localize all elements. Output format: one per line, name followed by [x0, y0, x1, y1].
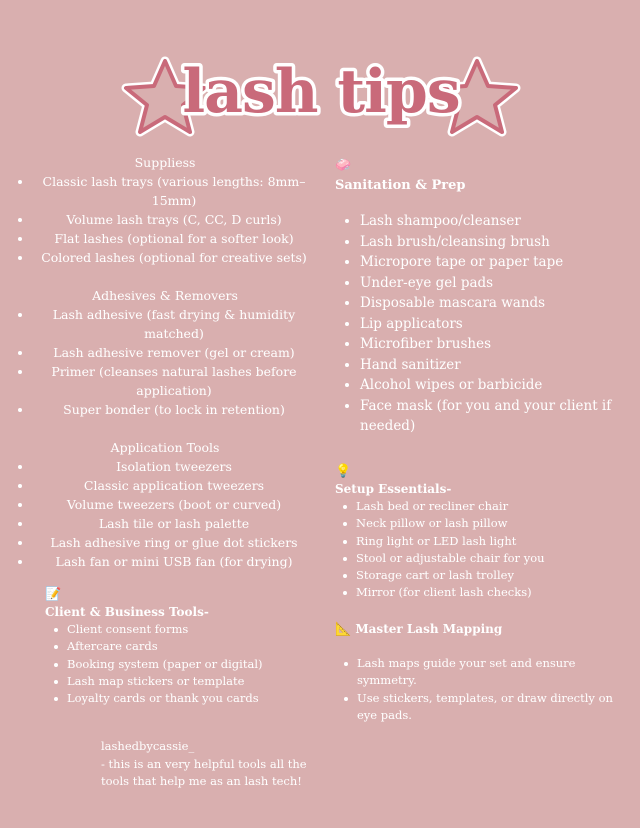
adhesives-title: Adhesives & Removers: [92, 288, 238, 303]
list-item: Classic application tweezers: [30, 476, 318, 495]
supplies-title: Suppliess: [134, 155, 196, 170]
tools-list: [12, 457, 318, 571]
sanitation-section: [335, 154, 635, 437]
list-item: Mirror (for client lash checks): [356, 584, 635, 601]
list-item: Stool or adjustable chair for you: [356, 550, 635, 567]
list-item: Loyalty cards or thank you cards: [67, 690, 315, 707]
list-item: Alcohol wipes or barbicide: [360, 375, 635, 396]
list-item: Flat lashes (optional for a softer look): [30, 229, 318, 248]
list-item: Lash shampoo/cleanser: [360, 211, 635, 232]
list-item: Super bonder (to lock in retention): [30, 400, 318, 419]
list-item: Classic lash trays (various lengths: 8mm– 15mm): [30, 172, 318, 210]
list-item: Lash tile or lash palette: [30, 514, 318, 533]
list-item: Face mask (for you and your client if needed): [360, 396, 635, 437]
page-header: [0, 40, 640, 150]
left-column: [12, 153, 318, 590]
memo-icon: 📝: [45, 587, 62, 602]
list-item: Colored lashes (optional for creative sets): [30, 248, 318, 267]
list-item: Ring light or LED lash light: [356, 533, 635, 550]
lash-mapping-section: [335, 620, 635, 724]
adhesives-section: [12, 286, 318, 419]
supplies-list: [12, 172, 318, 267]
tools-title: Application Tools: [110, 440, 220, 455]
supplies-section: [12, 153, 318, 267]
list-item: Lash adhesive ring or glue dot stickers: [30, 533, 318, 552]
tools-section: [12, 438, 318, 571]
title-graphic: [0, 40, 640, 150]
page-title: lash tips: [182, 57, 460, 127]
credit-note: [101, 738, 321, 791]
list-item: Under-eye gel pads: [360, 273, 635, 294]
list-item: Disposable mascara wands: [360, 293, 635, 314]
client-business-section: [45, 583, 315, 707]
list-item: Lash fan or mini USB fan (for drying): [30, 552, 318, 571]
list-item: Microfiber brushes: [360, 334, 635, 355]
list-item: Lash map stickers or template: [67, 673, 315, 690]
list-item: Booking system (paper or digital): [67, 656, 315, 673]
setup-essentials-title: Setup Essentials-: [335, 482, 452, 496]
list-item: Volume tweezers (boot or curved): [30, 495, 318, 514]
list-item: Lip applicators: [360, 314, 635, 335]
list-item: Isolation tweezers: [30, 457, 318, 476]
list-item: Aftercare cards: [67, 638, 315, 655]
list-item: Primer (cleanses natural lashes before application): [30, 362, 318, 400]
setup-essentials-section: [335, 460, 635, 602]
list-item: Volume lash trays (C, CC, D curls): [30, 210, 318, 229]
author-handle: lashedbycassie_: [101, 739, 195, 753]
light-bulb-icon: 💡: [335, 464, 352, 479]
setup-essentials-list: [335, 498, 635, 602]
list-item: Hand sanitizer: [360, 355, 635, 376]
list-item: Lash bed or recliner chair: [356, 498, 635, 515]
sanitation-title: Sanitation & Prep: [335, 178, 466, 193]
list-item: Micropore tape or paper tape: [360, 252, 635, 273]
client-business-title: Client & Business Tools-: [45, 605, 209, 619]
soap-icon: 🧼: [335, 158, 352, 173]
lash-mapping-title-row: [335, 620, 635, 639]
list-item: Lash maps guide your set and ensure symmetry.: [357, 655, 635, 690]
list-item: Client consent forms: [67, 621, 315, 638]
sanitation-list: [335, 211, 635, 437]
adhesives-list: [12, 305, 318, 419]
credit-text: - this is an very helpful tools all the tools that help me as an lash tech!: [101, 756, 307, 788]
lash-mapping-title: Master Lash Mapping: [355, 622, 503, 636]
list-item: Lash adhesive (fast drying & humidity matched): [30, 305, 318, 343]
list-item: Storage cart or lash trolley: [356, 567, 635, 584]
ruler-icon: 📐: [335, 622, 352, 637]
lash-mapping-list: [335, 655, 635, 724]
list-item: Lash brush/cleansing brush: [360, 232, 635, 253]
list-item: Lash adhesive remover (gel or cream): [30, 343, 318, 362]
list-item: Use stickers, templates, or draw directly on eye pads.: [357, 690, 635, 725]
client-business-list: [45, 621, 315, 707]
list-item: Neck pillow or lash pillow: [356, 515, 635, 532]
